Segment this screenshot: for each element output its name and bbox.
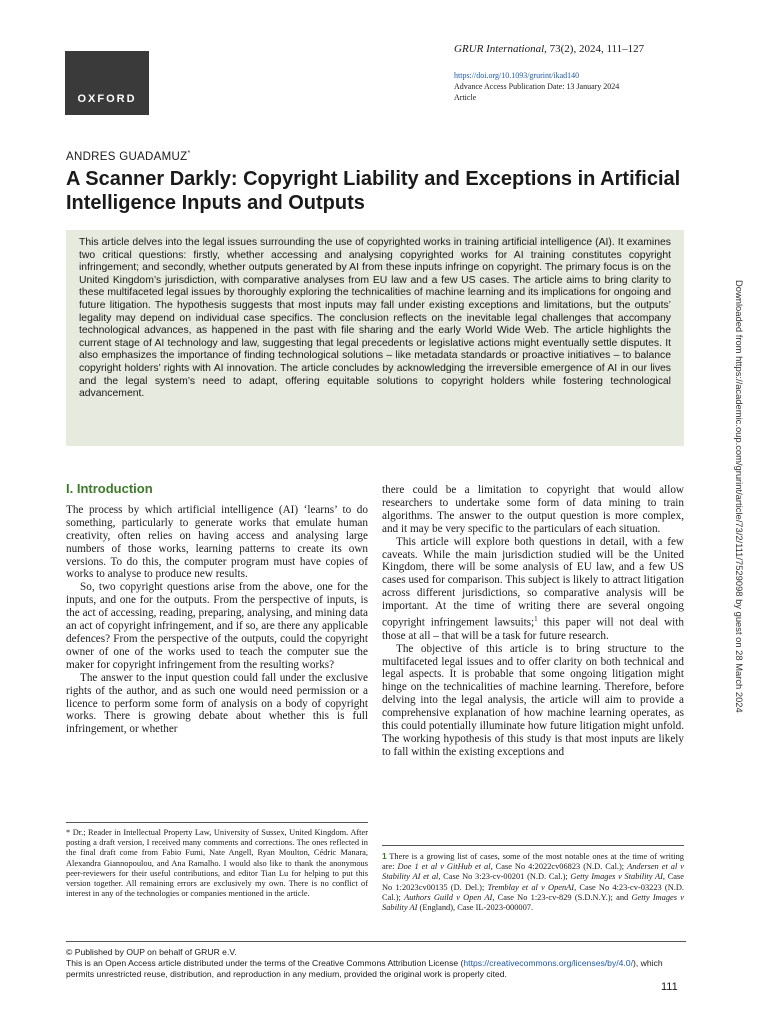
- oxford-logo: [65, 51, 149, 115]
- paragraph: The process by which artificial intelligence (AI) ‘learns’ to do something, particularly to generate works that emulate human creativity, often relies on having access and analysing large numbers of those works, learning patterns to create its own versions. To do this, the computer program must have copies of works to analyse to produce new results.: [66, 503, 368, 581]
- abstract-box: This article delves into the legal issues surrounding the use of copyrighted works in training artificial intelligence (AI). It examines two critical questions: firstly, whether accessing and analysing copyrighted works for AI training constitutes copyright infringement; and secondly, whether outputs generated by AI from these inputs infringe on copyright. The primary focus is on the United Kingdom’s jurisdiction, with comparative analyses from EU law and a few US cases. The article aims to bring clarity to these multifaceted legal issues by thoroughly exploring the technicalities of machine learning and its implications for ongoing and future litigation. The hypothesis suggests that most inputs may fall under existing exceptions and limitations, but the outputs’ legality may depend on individual case specifics. The conclusion reflects on the inevitable legal challenges that accompany technological advances, as happened in the past with file sharing and the early World Wide Web. The article highlights the current stage of AI technology and law, suggesting that legal precedents or legislative actions might eventually settle disputes. It also emphasizes the importance of finding technological solutions – like metadata standards or proactive initiatives – to balance copyright holders’ rights with AI innovation. The article concludes by acknowledging the irreversible emergence of AI in our lives and the legal system’s need to adapt, offering equitable solutions to copyright holders while fostering technological advancement.: [66, 230, 684, 446]
- footnote-text: , Case No 1:23-cv-829 (S.D.N.Y.); and: [492, 892, 632, 902]
- paragraph: there could be a limitation to copyright that would allow researchers to undertake some form of data mining to train algorithms. The answer to the output question is more complex, and it may be very specific to the particulars of each situation.: [382, 484, 684, 535]
- case-name: Getty Images v Sability AI: [382, 892, 684, 913]
- footnote-1: [382, 851, 684, 913]
- footnote-text: , Case No 1:2023cv00135 (D. Del.);: [382, 872, 684, 892]
- footnote-text: There is a growing list of cases, some of the most notable ones at the time of writing are:: [382, 852, 684, 872]
- case-name: Andersen et al v Stability AI et al: [382, 862, 684, 882]
- page-number: 111: [661, 981, 678, 993]
- article-type: Article: [454, 93, 477, 102]
- license-block: [66, 947, 686, 980]
- author-footnote: * Dr.; Reader in Intellectual Property Law, University of Sussex, United Kingdom. After posting a draft version, I received many comments and corrections. The ones reflected in the final draft come from Fabio Fumi, Nate Angell, Ryan Moulton, Cédric Manara, Alexandra Giannopoulou, and Ana Ramalho. I would also like to thank the anonymous peer-reviewers for their useful contributions, and editor Tian Lu for helping to put this version together. All remaining errors are exclusively my own. There is no conflict of interest in any of the technologies or companies mentioned in the article.: [66, 828, 368, 899]
- article-title: A Scanner Darkly: Copyright Liability and Exceptions in Artificial Intelligence Inputs and Outputs: [66, 168, 681, 214]
- case-name: Authors Guild v Open AI: [404, 892, 493, 902]
- paragraph-text: this paper will not deal with those at all – that will be a task for future research.: [382, 616, 684, 642]
- article-meta: [454, 70, 704, 103]
- footnote-divider: [66, 822, 368, 823]
- footnote-divider: [382, 845, 684, 846]
- footnote-text: , Case No 3:23-cv-00201 (N.D. Cal.);: [438, 872, 571, 882]
- license-text: [66, 958, 686, 980]
- paragraph: [382, 536, 684, 643]
- paragraph-text: This article will explore both questions in detail, with a few caveats. While the main jurisdiction studied will be the United Kingdom, there will be some analysis of EU law, and a few US cases used for comparison. This subject is likely to attract litigation across different jurisdictions, so comparative analysis will be important. At the time of writing there are several ongoing copyright infringement lawsuits;: [382, 535, 684, 629]
- download-notice: [728, 280, 748, 780]
- doi-link[interactable]: https://doi.org/10.1093/grurint/ikad140: [454, 71, 580, 80]
- copyright-line: © Published by OUP on behalf of GRUR e.V.: [66, 947, 237, 957]
- footnote-text: , Case No 4:2022cv06823 (N.D. Cal.);: [490, 862, 628, 872]
- journal-details: , 73(2), 2024, 111–127: [544, 43, 645, 55]
- author-text: ANDRES GUADAMUZ: [66, 150, 188, 163]
- paragraph: The answer to the input question could fall under the exclusive rights of the author, and as such one would need permission or a licence to perform some form of analysis on a body of copyright works. There is growing debate about whether this is full infringement, or whether: [66, 671, 368, 736]
- journal-citation: [454, 43, 704, 55]
- footnote-number: 1: [382, 851, 387, 861]
- paragraph: So, two copyright questions arise from the above, one for the inputs, and one for the outputs. From the perspective of inputs, is the act of accessing, reading, preparing, analysing, and mining data an act of copyright infringement, and if so, are there any applicable defences? From the perspective of the outputs, could the copyright owner of one of the works used to teach the computer sue the maker for copyright infringement from the resulting works?: [66, 581, 368, 671]
- right-column: [382, 484, 684, 759]
- logo-text: OXFORD: [77, 93, 137, 105]
- license-text-part: ), which permits unrestricted reuse, distribution, and reproduction in any medium, provided the original work is properly cited.: [66, 958, 663, 979]
- license-text-part: This is an Open Access article distributed under the terms of the Creative Commons Attribution License (: [66, 958, 464, 968]
- advance-access-date: Advance Access Publication Date: 13 January 2024: [454, 82, 620, 91]
- left-column: [66, 483, 368, 736]
- case-name: Tremblay et al v OpenAI: [487, 882, 575, 892]
- case-name: Getty Images v Stability AI: [570, 872, 663, 882]
- footnote-text: , Case No 4:23-cv-03223 (N.D. Cal.);: [382, 882, 684, 902]
- paragraph: The objective of this article is to bring structure to the multifaceted legal issues and to offer clarity on both technical and legal aspects. It is probable that some ongoing litigation might hinge on the technicalities of machine learning. Therefore, before delving into the legal analysis, the article will aim to provide a comprehensive explanation of how machine learning operates, as this could potentially illuminate how future litigation might unfold. The working hypothesis of this study is that most inputs are likely to fall within the existing exceptions and: [382, 642, 684, 758]
- license-link[interactable]: https://creativecommons.org/licenses/by/4.0/: [463, 958, 633, 968]
- author-footnote-mark[interactable]: *: [187, 150, 191, 157]
- author-name: [66, 150, 190, 163]
- license-divider: [66, 941, 686, 942]
- footnote-ref[interactable]: 1: [534, 615, 538, 624]
- footnote-text: (England), Case IL-2023-000007.: [417, 903, 534, 913]
- case-name: Doe 1 et al v GitHub et al: [397, 862, 491, 872]
- download-notice-text: Downloaded from https://academic.oup.com/grurint/article/73/2/111/7529098 by guest on 28 March 2024: [734, 280, 745, 713]
- section-heading: I. Introduction: [66, 481, 153, 496]
- journal-name: GRUR International: [454, 43, 545, 55]
